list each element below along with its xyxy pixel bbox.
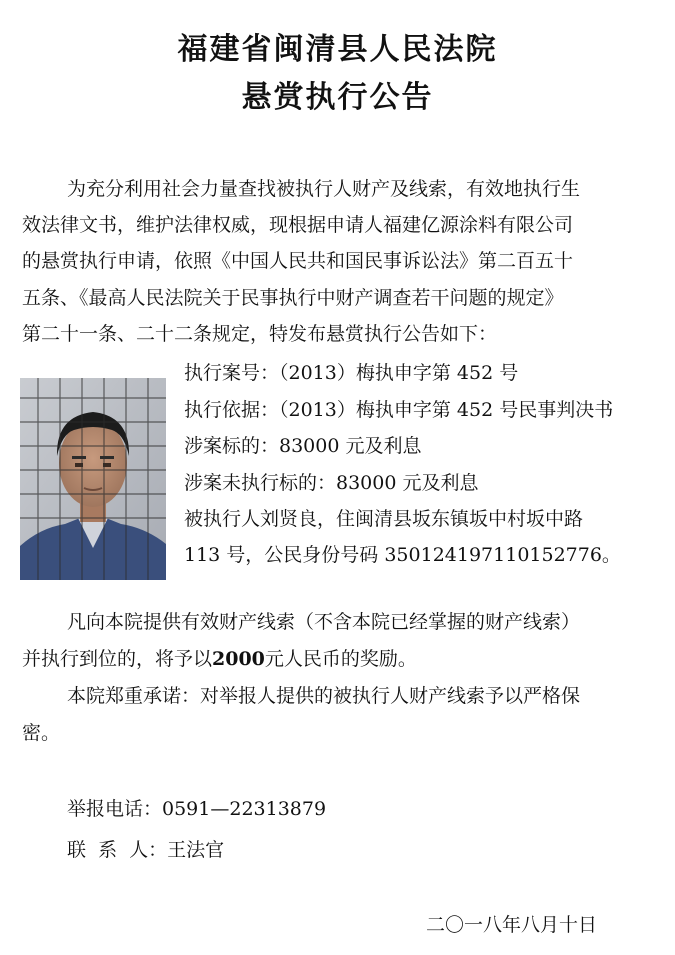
person-photo <box>20 378 166 580</box>
reward-prefix: 并执行到位的，将予以 <box>22 648 213 670</box>
reward-line-1: 凡向本院提供有效财产线索（不含本院已经掌握的财产线索） <box>67 611 581 633</box>
intro-line-2: 效法律文书，维护法律权威，现根据申请人福建亿源涂料有限公司 <box>22 214 574 236</box>
person-line-1: 被执行人刘贤良，住闽清县坂东镇坂中村坂中路 <box>184 508 584 530</box>
intro-line-4: 五条、《最高人民法院关于民事执行中财产调查若干问题的规定》 <box>22 287 564 309</box>
contact-person: 联 系 人：王法官 <box>67 839 225 861</box>
promise-line-2: 密。 <box>22 722 61 744</box>
case-number: 执行案号：（2013）梅执申字第 452 号 <box>184 362 519 384</box>
case-basis: 执行依据：（2013）梅执申字第 452 号民事判决书 <box>184 399 614 421</box>
case-unexecuted: 涉案未执行标的：83000 元及利息 <box>184 472 479 494</box>
reward-amount: 2000 <box>212 648 265 670</box>
person-line-2: 113 号，公民身份号码 350124197110152776。 <box>184 544 621 566</box>
promise-line-1: 本院郑重承诺：对举报人提供的被执行人财产线索予以严格保 <box>67 685 581 707</box>
intro-line-5: 第二十一条、二十二条规定，特发布悬赏执行公告如下： <box>22 323 498 345</box>
court-name-title: 福建省闽清县人民法院 <box>177 32 498 67</box>
notice-date: 二〇一八年八月十日 <box>426 914 598 936</box>
intro-line-1: 为充分利用社会力量查找被执行人财产及线索，有效地执行生 <box>67 178 581 200</box>
notice-title: 悬赏执行公告 <box>241 80 434 115</box>
reward-suffix: 元人民币的奖励。 <box>264 648 417 670</box>
reward-line-2 <box>22 647 417 671</box>
case-subject: 涉案标的：83000 元及利息 <box>184 435 422 457</box>
intro-line-3: 的悬赏执行申请，依照《中国人民共和国民事诉讼法》第二百五十 <box>22 250 574 272</box>
report-phone: 举报电话：0591—22313879 <box>67 798 327 820</box>
